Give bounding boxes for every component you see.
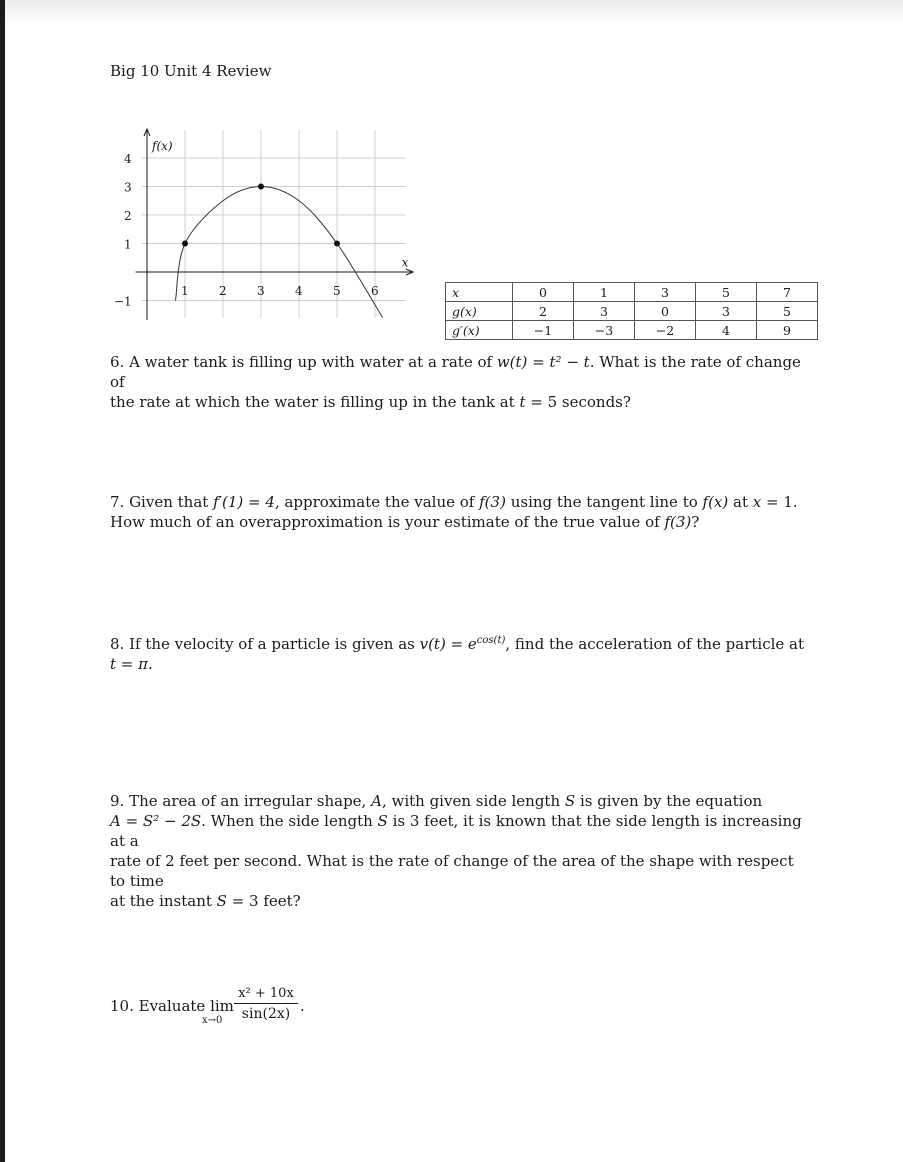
table-cell: 9 bbox=[757, 321, 818, 340]
table-cell: 7 bbox=[757, 283, 818, 302]
x-tick-label: 6 bbox=[371, 284, 379, 298]
limit-prefix: 10. Evaluate lim bbox=[110, 997, 234, 1015]
question-9-line-1: 9. The area of an irregular shape, A, with given side length S is given by the equation bbox=[110, 792, 763, 810]
table-label-x: x bbox=[446, 283, 513, 302]
table-row-gprime bbox=[446, 321, 818, 340]
question-6 bbox=[110, 352, 810, 412]
question-8-line-1: 8. If the velocity of a particle is given as $v(t) = e^{cos(t)}$, find the acceleration of the particle at bbox=[110, 635, 805, 653]
x-tick-label: 4 bbox=[295, 284, 303, 298]
question-7 bbox=[110, 492, 810, 532]
x-tick-label: 2 bbox=[219, 284, 227, 298]
table-cell: 1 bbox=[574, 283, 635, 302]
x-tick-label: 1 bbox=[181, 284, 189, 298]
question-6-line-2: the rate at which the water is filling up in the tank at t = 5 seconds? bbox=[110, 393, 631, 411]
fraction-denominator: sin(2x) bbox=[241, 1006, 291, 1022]
f-curve bbox=[176, 187, 383, 318]
fraction-numerator: x² + 10x bbox=[238, 986, 294, 1001]
table-cell: 4 bbox=[696, 321, 757, 340]
table-cell: 5 bbox=[757, 302, 818, 321]
y-axis-label: f(x) bbox=[152, 139, 173, 153]
question-8 bbox=[110, 631, 810, 674]
table-cell: 3 bbox=[696, 302, 757, 321]
x-axis-label: x bbox=[401, 255, 409, 270]
y-tick-label: 4 bbox=[124, 152, 132, 166]
table-row-x bbox=[446, 283, 818, 302]
table-row-g bbox=[446, 302, 818, 321]
question-8-line-2: t = π. bbox=[110, 655, 153, 673]
question-7-line-2: How much of an overapproximation is your estimate of the true value of f(3)? bbox=[110, 513, 700, 531]
x-tick-label: 5 bbox=[333, 284, 341, 298]
x-tick-label: 3 bbox=[257, 284, 265, 298]
y-tick-label: −1 bbox=[114, 294, 132, 309]
y-tick-label: 1 bbox=[124, 237, 132, 252]
page-title: Big 10 Unit 4 Review bbox=[110, 62, 272, 80]
window-edge bbox=[0, 0, 5, 1162]
question-9-line-2: A = S² − 2S. When the side length S is 3 feet, it is known that the side length is increasing at a bbox=[110, 812, 802, 850]
data-point bbox=[258, 184, 264, 190]
data-point bbox=[182, 241, 188, 247]
question-7-line-1: 7. Given that f′(1) = 4, approximate the value of f(3) using the tangent line to f(x) at x = 1. bbox=[110, 493, 798, 511]
limit-period: . bbox=[300, 997, 305, 1015]
limit-subscript: x→0 bbox=[202, 1015, 223, 1026]
table-cell: −1 bbox=[513, 321, 574, 340]
y-tick-label: 3 bbox=[124, 180, 132, 195]
table-cell: 0 bbox=[635, 302, 696, 321]
limit-fraction bbox=[234, 985, 298, 1024]
table-cell: 3 bbox=[635, 283, 696, 302]
table-label-g: g(x) bbox=[446, 302, 513, 321]
table-cell: 2 bbox=[513, 302, 574, 321]
table-cell: 0 bbox=[513, 283, 574, 302]
question-9 bbox=[110, 791, 810, 911]
table-cell: 5 bbox=[696, 283, 757, 302]
table-cell: −3 bbox=[574, 321, 635, 340]
question-9-line-3: rate of 2 feet per second. What is the rate of change of the area of the shape with respect to time bbox=[110, 852, 794, 890]
question-9-line-4: at the instant S = 3 feet? bbox=[110, 892, 301, 910]
table-cell: −2 bbox=[635, 321, 696, 340]
question-6-line-1: 6. A water tank is filling up with water at a rate of w(t) = t² − t. What is the rate of change of bbox=[110, 353, 801, 391]
function-graph bbox=[110, 120, 420, 325]
table-label-gprime: g′(x) bbox=[446, 321, 513, 340]
page-top-shadow bbox=[5, 0, 903, 24]
data-point bbox=[334, 241, 340, 247]
values-table bbox=[445, 282, 818, 340]
table-cell: 3 bbox=[574, 302, 635, 321]
y-tick-label: 2 bbox=[124, 209, 132, 223]
